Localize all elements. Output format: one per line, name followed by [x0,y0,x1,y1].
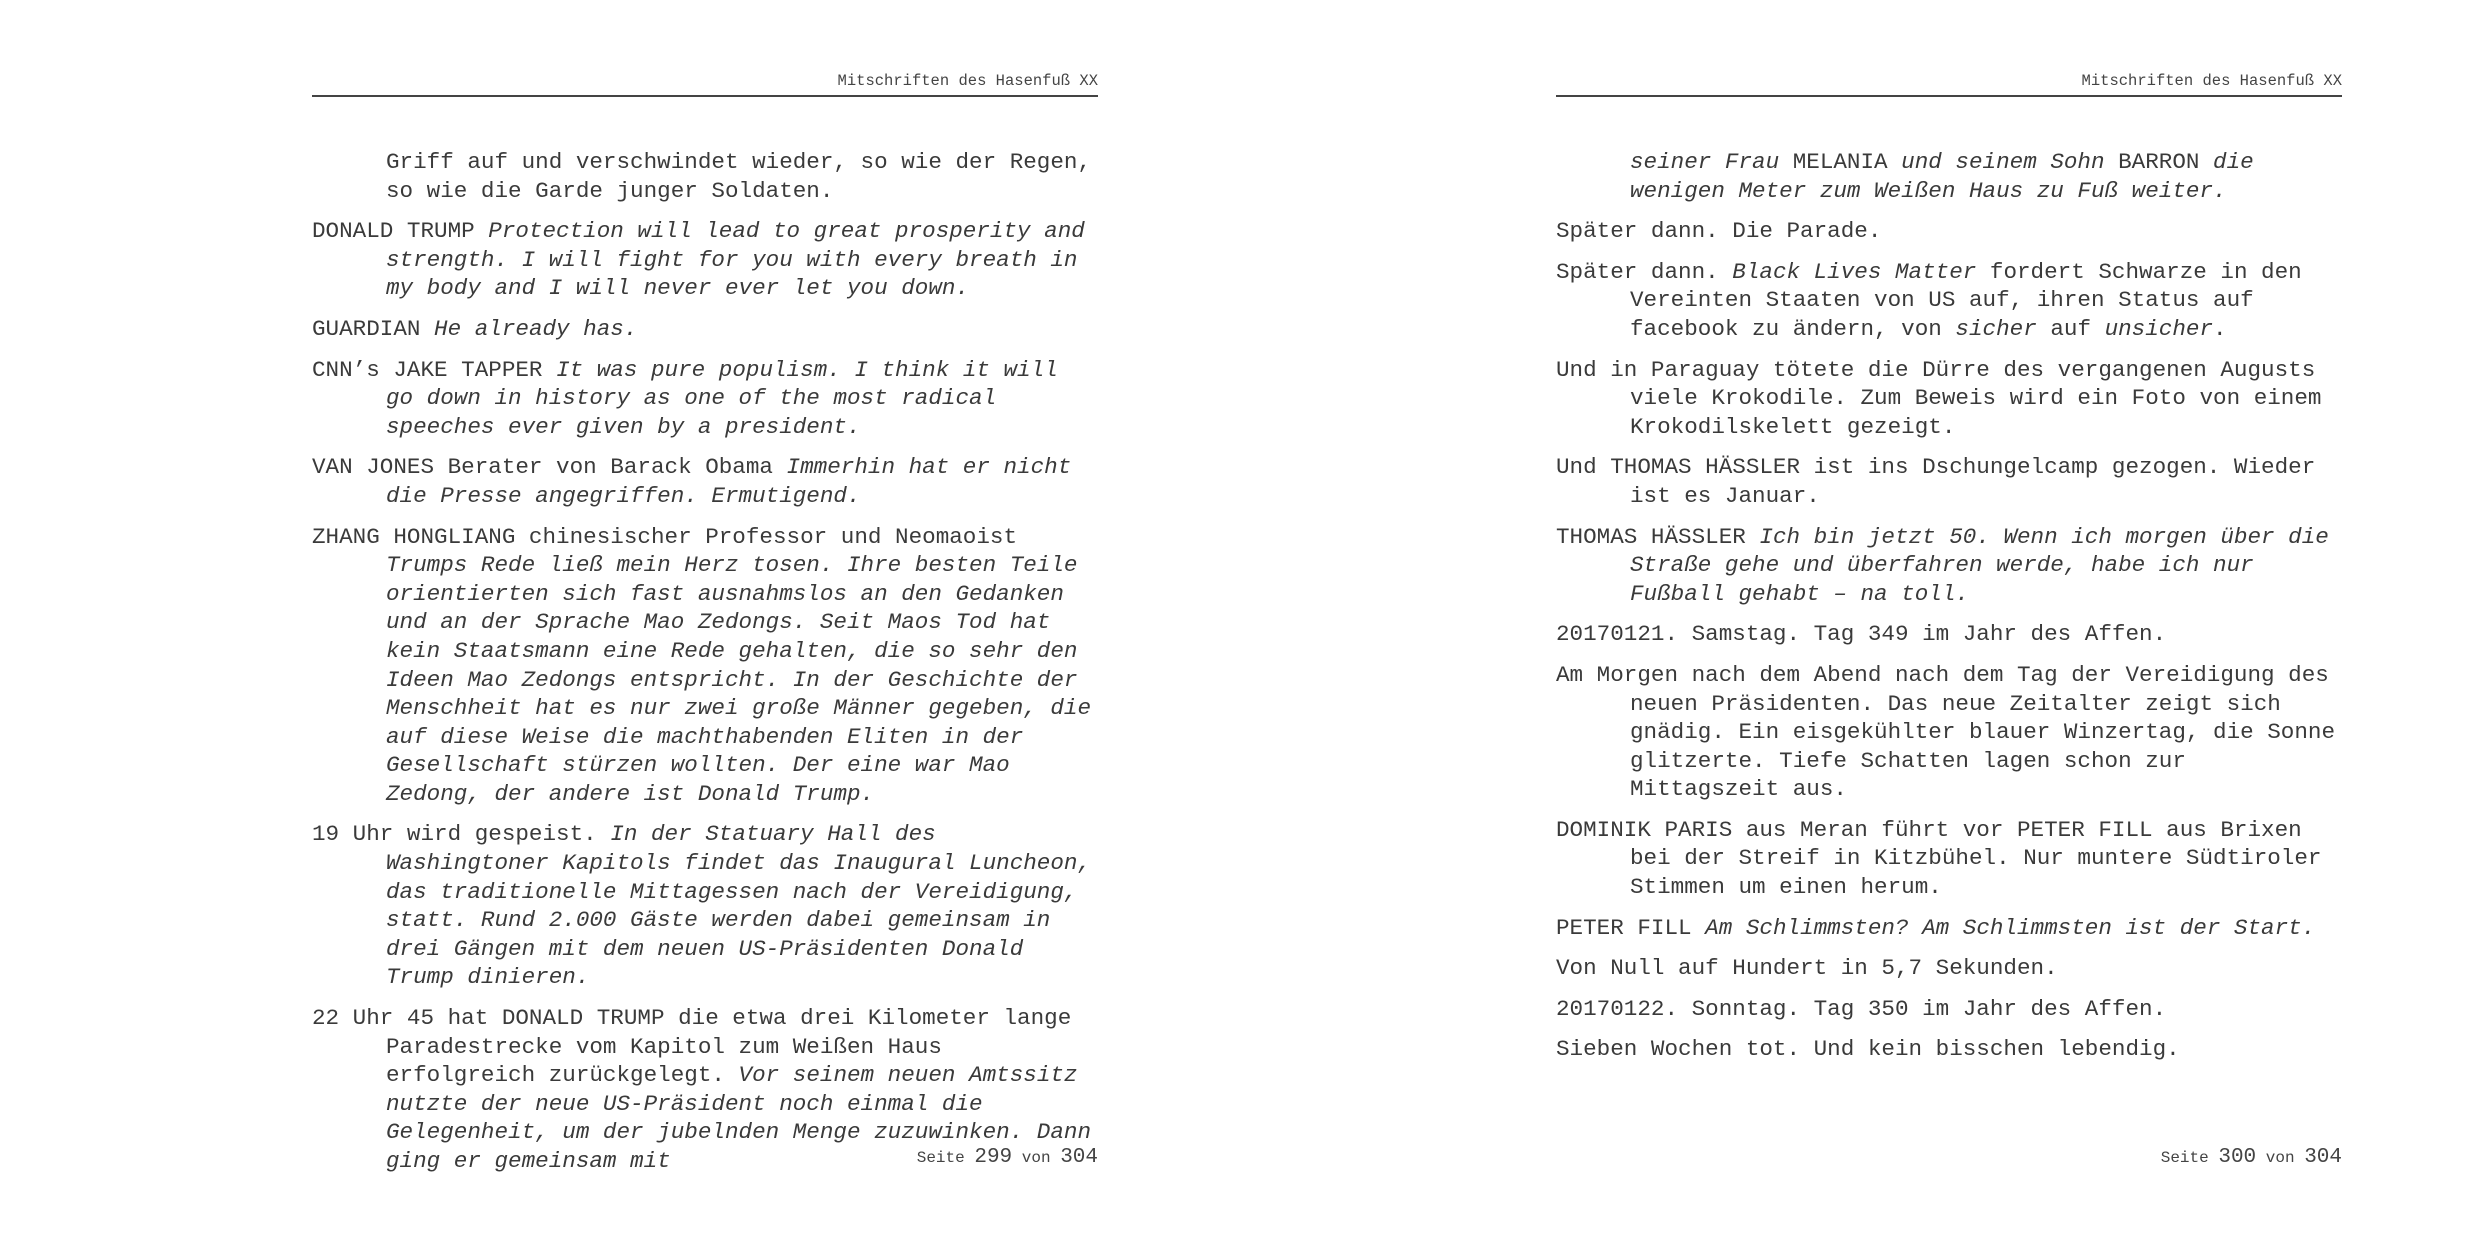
page-footer [917,1146,1098,1169]
text-paragraph [1556,1035,2342,1064]
header-rule [312,95,1098,97]
italic-segment: Black Lives Matter [1732,258,1977,285]
text-segment: PETER FILL [1556,914,1706,941]
italic-segment: die wenigen Meter zum Weißen Haus zu Fuß weiter. [1630,149,2254,204]
italic-segment: unsicher [2104,315,2214,342]
text-paragraph [312,523,1098,809]
text-segment: GUARDIAN [312,315,435,342]
footer-page-total: 304 [1060,1146,1098,1169]
text-segment: Und THOMAS HÄSSLER ist ins Dschungelcamp gezogen. Wieder ist es Januar. [1556,454,2316,509]
text-paragraph [1556,995,2342,1024]
text-paragraph [312,453,1098,510]
text-segment: auf [2036,315,2105,342]
footer-page-total: 304 [2304,1146,2342,1169]
text-paragraph [1556,661,2342,804]
text-segment: MELANIA [1792,149,1902,175]
italic-segment: seiner Frau [1630,149,1793,175]
text-segment: 20170121. Samstag. Tag 349 im Jahr des Affen. [1556,621,2167,648]
text-paragraph [1556,453,2342,510]
italic-segment: Protection will lead to great prosperity and strength. I will fight for you with every breath in my body and I will never ever let you down. [386,218,1085,302]
text-paragraph [1556,523,2342,609]
text-paragraph [312,820,1098,992]
text-segment: 19 Uhr wird gespeist. [312,821,611,848]
text-segment: Am Morgen nach dem Abend nach dem Tag der Vereidigung des neuen Präsidenten. Das neue Zeitalter zeigt sich gnädig. Ein eisgekühlter blauer Winzertag, die Sonne glitzerte. Tiefe Schatten lagen schon zur Mittagszeit aus. [1556,661,2336,803]
text-segment: Von Null auf Hundert in 5,7 Sekunden. [1556,955,2058,982]
italic-segment: Vor seinem neuen Amtssitz nutzte der neue US-Präsident noch einmal die Gelegenheit, um der jubelnden Menge zuzuwinken. Dann ging er gemeinsam mit [386,1062,1092,1174]
footer-seite-label: Seite [916,1149,965,1167]
text-segment: Später dann. [1556,258,1733,285]
text-paragraph [1556,356,2342,442]
italic-segment: Ich bin jetzt 50. Wenn ich morgen über die Straße gehe und überfahren werde, habe ich nur Fußball gehabt – na toll. [1630,523,2329,607]
page-body [1556,148,2342,1076]
italic-segment: It was pure populism. I think it will go down in history as one of the most radical speeches ever given by a president. [386,356,1058,440]
italic-segment: In der Statuary Hall des Washingtoner Kapitols findet das Inaugural Luncheon, das traditionelle Mittagessen nach der Vereidigung, statt. Rund 2.000 Gäste werden dabei gemeinsam in drei Gängen mit dem neuen US-Präsidenten Donald Trump dinieren. [386,821,1092,991]
text-segment: fordert Schwarze in den Vereinten Staaten von US auf, ihren Status auf facebook zu ändern, von [1630,258,2302,342]
text-paragraph [1556,816,2342,902]
italic-segment: He already has. [434,315,638,342]
text-segment: Später dann. Die Parade. [1556,218,1882,245]
text-paragraph [1556,258,2342,344]
text-paragraph [1556,148,2342,205]
running-header: Mitschriften des Hasenfuß XX [837,72,1098,90]
italic-segment: sicher [1955,315,2037,342]
text-paragraph [312,356,1098,442]
text-segment: Sieben Wochen tot. Und kein bisschen lebendig. [1556,1036,2180,1063]
text-segment: CNN’s JAKE TAPPER [312,356,557,383]
text-segment: ZHANG HONGLIANG chinesischer Professor und Neomaoist [312,523,1018,550]
text-paragraph [312,148,1098,205]
text-segment: DOMINIK PARIS aus Meran führt vor PETER FILL aus Brixen bei der Streif in Kitzbühel. Nur muntere Südtiroler Stimmen um einen herum. [1556,816,2322,901]
text-segment: . [2213,315,2227,342]
footer-von-label: von [1021,1149,1051,1167]
text-paragraph [312,217,1098,303]
text-segment: BARRON [2118,149,2214,175]
text-paragraph [1556,620,2342,649]
text-paragraph [1556,914,2342,943]
page-footer [2161,1146,2342,1169]
text-paragraph [1556,954,2342,983]
text-segment: THOMAS HÄSSLER [1556,523,1760,550]
italic-segment: und seinem Sohn [1901,149,2119,175]
text-segment: 20170122. Sonntag. Tag 350 im Jahr des Affen. [1556,995,2167,1022]
text-segment: Und in Paraguay tötete die Dürre des vergangenen Augusts viele Krokodile. Zum Beweis wird ein Foto von einem Krokodilskelett gezeigt. [1556,356,2322,440]
text-segment: 22 Uhr 45 hat DONALD TRUMP die etwa drei Kilometer lange Paradestrecke vom Kapitol zum Weißen Haus erfolgreich zurückgelegt. [312,1005,1072,1089]
page-body [312,148,1098,1188]
left-page [312,0,1098,1240]
italic-segment: Am Schlimmsten? Am Schlimmsten ist der Start. [1705,914,2316,941]
footer-von-label: von [2265,1149,2295,1167]
footer-seite-label: Seite [2160,1149,2209,1167]
text-segment: Griff auf und verschwindet wieder, so wie der Regen, so wie die Garde junger Soldaten. [386,149,1092,204]
text-paragraph [1556,217,2342,246]
right-page [1556,0,2342,1240]
footer-page-number: 299 [974,1146,1013,1169]
italic-segment: Immerhin hat er nicht die Presse angegriffen. Ermutigend. [386,454,1072,509]
italic-segment: Trumps Rede ließ mein Herz tosen. Ihre besten Teile orientierten sich fast ausnahmslos an den Gedanken und an der Sprache Mao Zedongs. Seit Maos Tod hat kein Staatsmann eine Rede gehalten, die so sehr den Ideen Mao Zedongs entspricht. In der Geschichte der Menschheit hat es nur zwei große Männer gegeben, die auf diese Weise die machthabenden Eliten in der Gesellschaft stürzen wollten. Der eine war Mao Zedong, der andere ist Donald Trump. [386,552,1092,807]
text-segment: DONALD TRUMP [312,218,489,245]
header-rule [1556,95,2342,97]
running-header: Mitschriften des Hasenfuß XX [2081,72,2342,90]
text-segment: VAN JONES Berater von Barack Obama [312,454,787,481]
text-paragraph [312,315,1098,344]
footer-page-number: 300 [2218,1146,2257,1169]
